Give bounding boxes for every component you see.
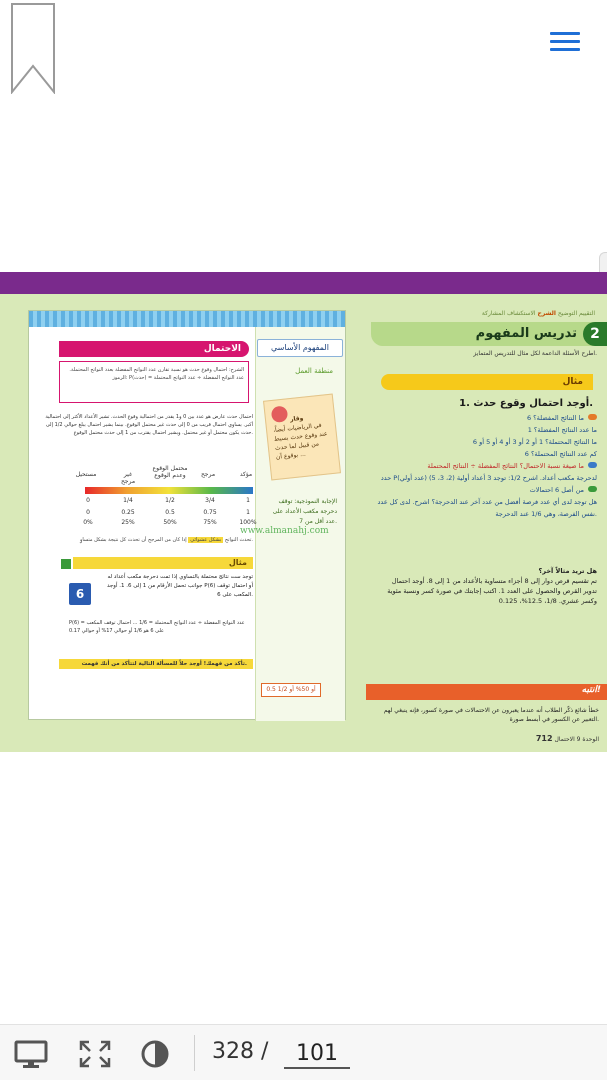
page-number-input[interactable] <box>284 1039 350 1069</box>
question-title: 1. أوجد احتمال وقوع حدث. <box>459 398 593 409</box>
list-item: ما صيغة نسبة الاحتمال؟ النتائج المفضلة ÷ النتائج المحتملة <box>377 460 597 472</box>
total-pages: 328 / <box>212 1039 269 1064</box>
example-text: توجد ست نتائج محتملة بالتساوي إذا تمت دحرجة مكعب أعداد له جوانب تحمل الأرقام من 1 إلى 6. 1. أوجد P(6) أو احتمال توقف المكعب على 6. <box>107 574 253 598</box>
scale-label: غير مرجح <box>120 471 136 485</box>
scale-decimal: 0.25 <box>121 509 135 516</box>
side-column <box>255 327 345 721</box>
document-spread <box>0 272 607 752</box>
scale-label: محتمل الوقوع وعدم الوقوع <box>152 465 188 479</box>
scale-fraction: 0 <box>86 497 90 504</box>
scale-decimal: 0.75 <box>203 509 217 516</box>
level-dot-icon <box>588 462 597 468</box>
scale-percent: 100% <box>239 519 257 526</box>
die-icon: 6 <box>69 583 91 605</box>
crumb-active: الشرح <box>537 310 556 317</box>
list-item: ما النتائج المحتملة؟ 1 أو 2 أو 3 أو 4 أو 5 أو 6 <box>472 438 597 446</box>
more-text: تم تقسيم قرص دوار إلى 8 أجزاء متساوية بالأعداد من 1 إلى 8. أوجد احتمال تدوير القرص والحصول على العدد 1. اكتب إجابتك في صورة كسر ونسبة مئوية وكسر عشري. 1/8، 12.5%، 0.125 <box>387 577 597 605</box>
note-badge-icon <box>271 405 289 423</box>
scale-fraction: 3/4 <box>205 497 215 504</box>
level-dot-icon <box>588 486 597 492</box>
list-item: ما عدد النتائج المفضلة؟ 1 <box>527 426 597 434</box>
note-text: في الرياضيات أيضاً، عند وقوع حدث بسيط من قبيل لما حدث بوقوع آن ... <box>272 421 328 461</box>
crumb: المشاركة <box>481 310 506 317</box>
scale-percent: 50% <box>163 519 177 526</box>
formula-block: P(6) = عدد النواتج المفضلة ÷ عدد النواتج المحتملة = 1/6 ... احتمال توقف المكعب على 6 هو 1/6 أو حوالي 17% أو حوالي 0.17 <box>69 620 245 634</box>
check-understanding-bar: تأكد من فهمك! أوجد حلاً للمسألة التالية لتتأكد من أنك فهمت. <box>59 659 253 669</box>
level-dot-icon <box>588 414 597 420</box>
student-page <box>28 310 346 720</box>
work-zone-label: منطقة العمل <box>295 367 333 375</box>
scale-percent: 0% <box>83 519 93 526</box>
lesson-subtitle: اطرح الأسئلة الداعمة لكل مثال للتدريس المتمايز. <box>473 350 597 357</box>
lesson-breadcrumb <box>482 310 595 317</box>
list-item: حدد P(عدد أولي) لدحرجة مكعب أعداد. اشرح 1/2: توجد 3 أعداد أولية (2، 3، 5) من أصل 6 احتمالات <box>380 474 597 494</box>
teacher-page <box>366 294 607 752</box>
footer-page-number: 712 <box>535 734 553 743</box>
warning-text: خطأ شائع ذكّر الطلاب أنه عندما يعبرون عن الاحتمالات في صورة كسور، فإنه ينبغي لهم التعبير عن الكسور في أبسط صورة. <box>383 707 599 723</box>
warning-label: انتبه! <box>581 685 601 695</box>
lesson-bar <box>371 322 607 346</box>
lesson-title: تدريس المفهوم <box>475 326 577 341</box>
viewer-toolbar <box>0 1024 607 1080</box>
concept-tab: المفهوم الأساسي <box>257 339 343 357</box>
bookmark-icon[interactable] <box>10 2 56 94</box>
question-list <box>377 412 597 520</box>
probability-heading: الاحتمال <box>59 341 249 357</box>
plus-badge-icon <box>59 557 73 571</box>
scale-percent: 75% <box>203 519 217 526</box>
scale-decimal: 0 <box>86 509 90 516</box>
header-stripe <box>0 272 607 294</box>
hamburger-menu-icon[interactable] <box>550 32 580 54</box>
note-highlight: بشكل عشوائي <box>190 537 222 543</box>
scale-fraction: 1/2 <box>165 497 175 504</box>
scale-label: مرجح <box>200 471 216 478</box>
contrast-icon[interactable] <box>138 1039 172 1069</box>
warning-bar <box>366 684 607 700</box>
scale-decimal: 0.5 <box>165 509 175 516</box>
note-title: وقار <box>289 414 304 424</box>
site-watermark: www.almanahj.com <box>240 526 329 536</box>
example-bar: مثال <box>59 557 253 569</box>
note-suffix: إذا كان من المرجح أن تحدث كل نتيجة بشكل متساوٍ. <box>79 537 253 543</box>
probability-scale <box>75 465 257 531</box>
random-outcome-note <box>37 537 253 547</box>
more-title: هل تريد مثالاً آخر؟ <box>538 567 597 575</box>
sticky-note <box>263 394 341 481</box>
scale-gradient-bar <box>85 487 253 494</box>
another-example <box>377 566 597 606</box>
lesson-number: 2 <box>583 322 607 346</box>
crumb: التوضيح <box>557 310 578 317</box>
example-header: مثال <box>381 374 593 390</box>
scale-decimal: 1 <box>246 509 250 516</box>
expand-arrows-icon[interactable] <box>78 1039 112 1069</box>
list-item: ما النتائج المفضلة؟ 6 <box>377 412 597 424</box>
list-item: هل توجد لدى أي عدد فرصة أفضل من عدد آخر عند الدحرجة؟ اشرح. لدى كل عدد نفس الفرصة، وهي 1/6 عند الدحرجة. <box>377 498 597 518</box>
scale-label: مستحيل <box>75 471 97 478</box>
scale-percent: 25% <box>121 519 135 526</box>
toolbar-divider <box>194 1035 195 1071</box>
page-footer <box>536 734 599 743</box>
scale-label: مؤكد <box>239 471 253 478</box>
model-answer: الإجابة النموذجية: توقف دحرجة مكعب الأعداد على عدد أقل من 7. <box>272 498 337 525</box>
scale-fraction: 1 <box>246 497 250 504</box>
crumb: التقييم <box>579 310 595 317</box>
crumb: الاستكشاف <box>506 310 536 317</box>
monitor-icon[interactable] <box>14 1039 48 1069</box>
list-item: كم عدد النتائج المحتملة؟ 6 <box>524 450 597 458</box>
answer-box: 0.5 أو 50% أو 1/2 <box>261 683 321 697</box>
scale-fraction: 1/4 <box>123 497 133 504</box>
footer-unit: الوحدة 9 الاحتمال <box>554 736 599 743</box>
definition-box: الشرح: احتمال وقوع حدث هو نسبة تقارن عدد النواتج المفضلة بعدد النواتج المحتملة. الرموز: P(حدث) = عدد النواتج المفضلة ÷ عدد النواتج المحتملة <box>59 361 249 403</box>
page-top-strip <box>29 311 345 327</box>
note-prefix: تحدث النواتج <box>224 537 252 543</box>
explanation-paragraph: احتمال حدث عارض هو عدد بين 0 و1 يقدر من احتمالية وقوع الحدث. تشير الأعداد الأكثر إلى احتمالية أكبر. يساوي احتمال قريب من 0 إلى حدث غير محتمل الوقوع. بينما يشير احتمال يبلغ حوالي 1/2 إلى حدث يكون محتمل أو غير محتمل. ويشير احتمال يقترب من 1 إلى حدث محتمل الوقوع. <box>45 414 253 436</box>
